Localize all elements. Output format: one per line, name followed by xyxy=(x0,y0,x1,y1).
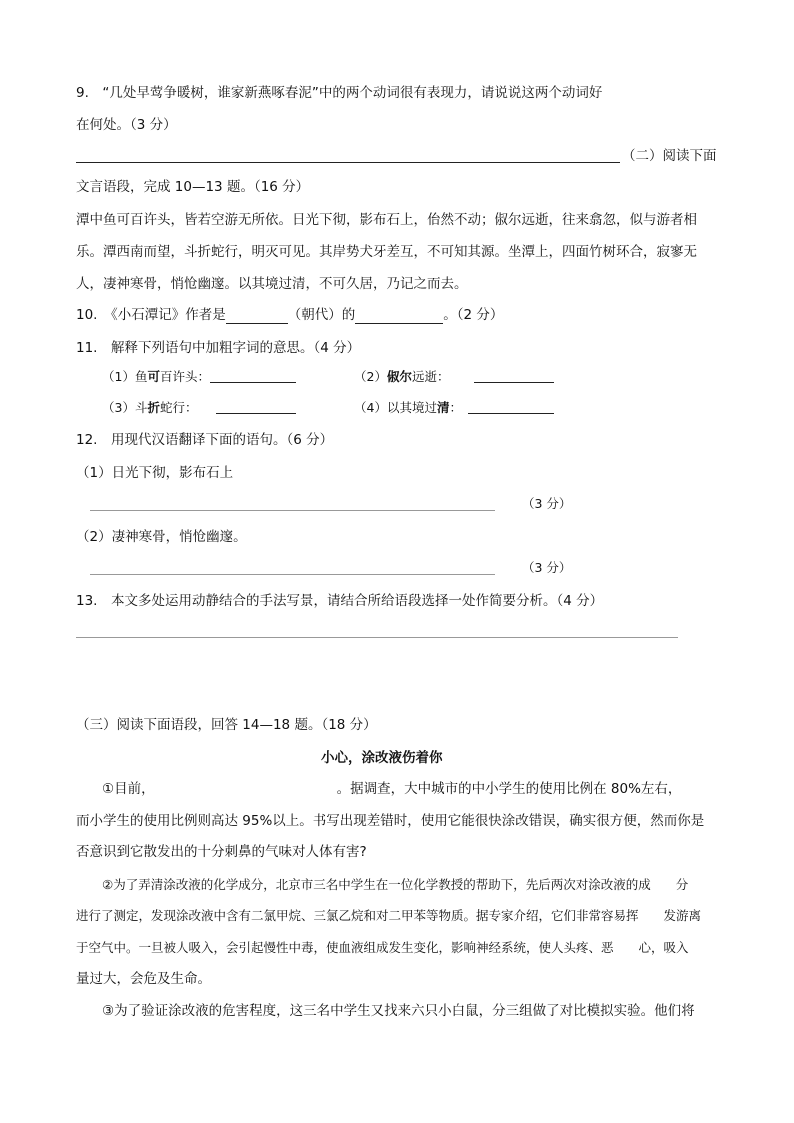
q12-item-1: （1）日光下彻，影布石上 xyxy=(76,465,234,481)
q12-item-2-score: （3 分） xyxy=(522,560,572,575)
q9-answer-line[interactable] xyxy=(76,162,620,163)
passage-line3: 人，凄神寒骨，悄怆幽邃。以其境过清，不可久居，乃记之而去。 xyxy=(76,276,468,292)
q11-item-3 xyxy=(102,399,198,417)
q10-question xyxy=(76,306,503,324)
section2-header-tail: （二）阅读下面 xyxy=(622,148,717,164)
passage-line1: 潭中鱼可百许头，皆若空游无所依。日光下彻，影布石上，佁然不动；俶尔远逝，往来翕忽，似与游者相 xyxy=(76,212,697,228)
article-p1-line1 xyxy=(102,780,681,798)
q12-title: 12. 用现代汉语翻译下面的语句。（6 分） xyxy=(76,432,334,448)
q11-item-4-num: （4） xyxy=(354,400,387,415)
q9-line1: 9. “几处早莺争暖树，谁家新燕啄春泥”中的两个动词很有表现力，请说说这两个动词好 xyxy=(76,85,603,101)
q11-item-4-post: ： xyxy=(449,400,462,415)
q11-item-1-answer-line[interactable] xyxy=(210,382,296,383)
passage-line2: 乐。潭西南而望，斗折蛇行，明灭可见。其岸势犬牙差互，不可知其源。坐潭上，四面竹树环合，寂寥无 xyxy=(76,244,697,260)
section2-header-line2: 文言语段，完成 10—13 题。（16 分） xyxy=(76,179,310,195)
article-p1-line1-end: 。据调查，大中城市的中小学生的使用比例在 80%左右， xyxy=(336,781,682,797)
article-p2-line4: 量过大，会危及生命。 xyxy=(76,971,211,987)
q10-blank-dynasty[interactable] xyxy=(226,309,288,324)
q11-item-2 xyxy=(354,368,449,386)
q11-item-3-num: （3） xyxy=(102,400,135,415)
q13-answer-line[interactable] xyxy=(76,637,678,638)
q9-line2: 在何处。（3 分） xyxy=(76,117,177,133)
q10-suffix: 。（2 分） xyxy=(443,307,504,323)
article-p2-line1: ②为了弄清涂改液的化学成分，北京市三名中学生在一位化学教授的帮助下，先后两次对涂改液的成 分 xyxy=(102,877,689,892)
q11-item-2-keyword: 俶尔 xyxy=(386,369,412,384)
q11-item-3-answer-line[interactable] xyxy=(216,413,296,414)
article-p3-line1: ③为了验证涂改液的危害程度，这三名中学生又找来六只小白鼠，分三组做了对比模拟实验。他们将 xyxy=(102,1003,695,1019)
q11-item-3-keyword: 折 xyxy=(147,400,160,415)
article-p1-line1-start: ①目前， xyxy=(102,781,155,797)
q12-item-2: （2）凄神寒骨，悄怆幽邃。 xyxy=(76,529,247,545)
q12-item-2-answer-line[interactable] xyxy=(90,574,495,575)
section3-header: （三）阅读下面语段，回答 14—18 题。（18 分） xyxy=(76,717,377,733)
q11-item-1-num: （1） xyxy=(102,369,135,384)
q11-item-2-num: （2） xyxy=(354,369,387,384)
q10-mid: （朝代）的 xyxy=(287,307,356,323)
article-title: 小心，涂改液伤着你 xyxy=(321,750,443,766)
q11-title: 11. 解释下列语句中加粗字词的意思。（4 分） xyxy=(76,340,361,356)
article-p1-line2: 而小学生的使用比例则高达 95%以上。书写出现差错时，使用它能很快涂改错误，确实很方便，然而你是 xyxy=(76,813,705,829)
q12-item-1-score: （3 分） xyxy=(522,496,572,511)
q11-item-3-post: 蛇行： xyxy=(159,400,198,415)
q11-item-1-keyword: 可 xyxy=(147,369,160,384)
article-p2-line2: 进行了测定，发现涂改液中含有二氯甲烷、三氯乙烷和对二甲苯等物质。据专家介绍，它们非常容易挥 发游离 xyxy=(76,908,702,923)
q11-item-1 xyxy=(102,368,210,386)
q12-item-1-answer-line[interactable] xyxy=(90,510,495,511)
q11-item-4-keyword: 清 xyxy=(436,400,450,415)
q13-title: 13. 本文多处运用动静结合的手法写景，请结合所给语段选择一处作简要分析。（4 分） xyxy=(76,593,604,609)
q11-item-4 xyxy=(354,399,462,417)
q10-prefix: 10. 《小石潭记》作者是 xyxy=(76,307,226,323)
q11-item-2-answer-line[interactable] xyxy=(474,382,554,383)
q11-item-4-pre: 以其境过 xyxy=(386,400,437,415)
q11-item-1-pre: 鱼 xyxy=(134,369,148,384)
q10-blank-identity[interactable] xyxy=(355,309,443,324)
article-p2-line3: 于空气中。一旦被人吸入，会引起慢性中毒，使血液组成发生变化，影响神经系统，使人头疼、恶 心，吸入 xyxy=(76,940,689,955)
q11-item-1-post: 百许头： xyxy=(159,369,210,384)
q11-item-4-answer-line[interactable] xyxy=(468,413,554,414)
article-p1-line3: 否意识到它散发出的十分刺鼻的气味对人体有害? xyxy=(76,844,367,860)
q11-item-2-post: 远逝： xyxy=(411,369,450,384)
q11-item-3-pre: 斗 xyxy=(134,400,148,415)
